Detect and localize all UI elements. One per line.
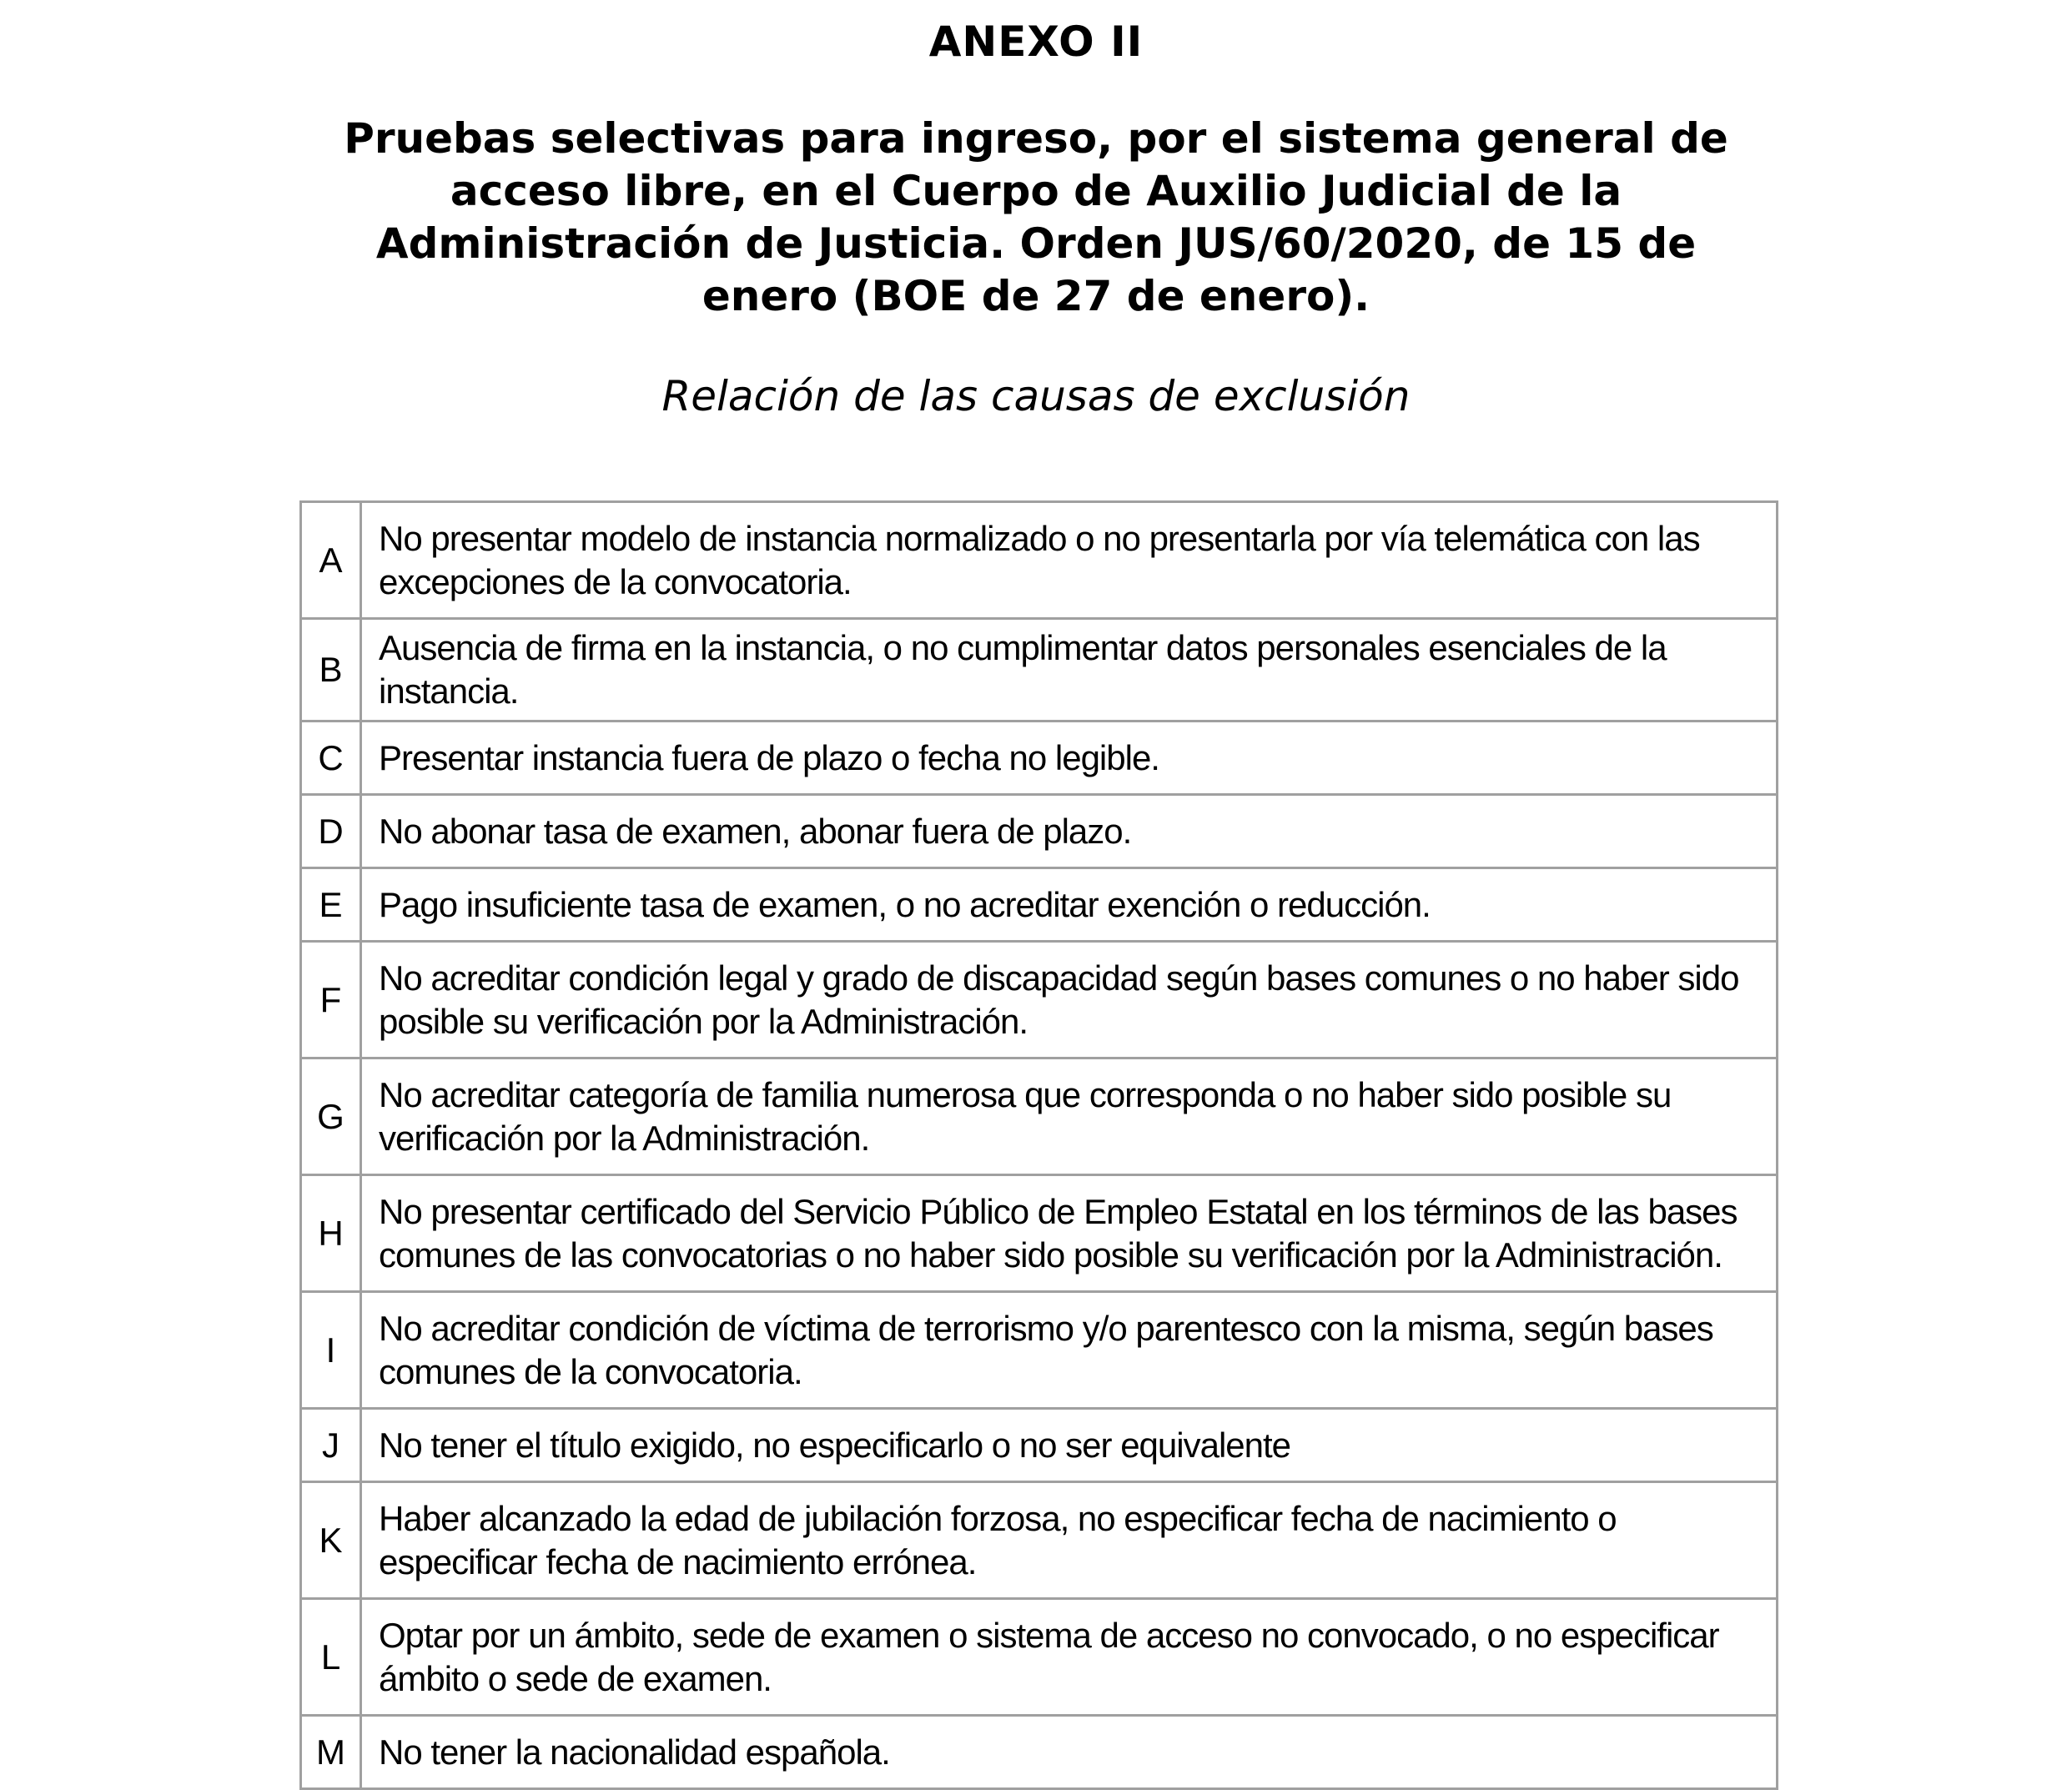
exclusion-causes-table (299, 500, 1778, 1790)
exclusion-description: Haber alcanzado la edad de jubilación forzosa, no especificar fecha de nacimiento o especificar fecha de nacimiento errónea. (361, 1482, 1778, 1599)
exclusion-description: No tener el título exigido, no especificarlo o no ser equivalente (361, 1409, 1778, 1482)
exclusion-description: Pago insuficiente tasa de examen, o no acreditar exención o reducción. (361, 868, 1778, 942)
table-row (301, 1716, 1778, 1789)
exclusion-description: No acreditar categoría de familia numerosa que corresponda o no haber sido posible su verificación por la Administración. (361, 1058, 1778, 1175)
document-subheading: Relación de las causas de exclusión (661, 372, 1411, 420)
table-row (301, 868, 1778, 942)
exclusion-code: A (301, 502, 361, 619)
exclusion-code: I (301, 1292, 361, 1409)
exclusion-code: M (301, 1716, 361, 1789)
table-row (301, 722, 1778, 795)
table-row (301, 942, 1778, 1058)
exclusion-code: F (301, 942, 361, 1058)
exclusion-code: J (301, 1409, 361, 1482)
table-row (301, 1482, 1778, 1599)
table-row (301, 502, 1778, 619)
table-row (301, 1409, 1778, 1482)
exclusion-description: No tener la nacionalidad española. (361, 1716, 1778, 1789)
exclusion-description: No presentar certificado del Servicio Público de Empleo Estatal en los términos de las bases comunes de las convocatorias o no haber sido posible su verificación por la Administración. (361, 1175, 1778, 1292)
annex-title: ANEXO II (928, 18, 1144, 66)
exclusion-code: K (301, 1482, 361, 1599)
exclusion-description: No acreditar condición legal y grado de discapacidad según bases comunes o no haber sido posible su verificación por la Administración. (361, 942, 1778, 1058)
exclusion-code: G (301, 1058, 361, 1175)
exclusion-code: C (301, 722, 361, 795)
exclusion-description: Presentar instancia fuera de plazo o fecha no legible. (361, 722, 1778, 795)
table-row (301, 1292, 1778, 1409)
exclusion-code: E (301, 868, 361, 942)
exclusion-code: D (301, 795, 361, 868)
exclusion-code: B (301, 619, 361, 722)
exclusion-description: Optar por un ámbito, sede de examen o sistema de acceso no convocado, o no especificar ámbito o sede de examen. (361, 1599, 1778, 1716)
table-row (301, 619, 1778, 722)
document-heading: Pruebas selectivas para ingreso, por el sistema general de acceso libre, en el Cuerpo de Auxilio Judicial de la Administración de Justicia. Orden JUS/60/2020, de 15 de enero (BOE de 27 de enero). (344, 114, 1728, 320)
table-row (301, 1599, 1778, 1716)
table-row (301, 795, 1778, 868)
exclusion-code: H (301, 1175, 361, 1292)
exclusion-description: No acreditar condición de víctima de terrorismo y/o parentesco con la misma, según bases comunes de la convocatoria. (361, 1292, 1778, 1409)
table-row (301, 1175, 1778, 1292)
exclusion-description: No presentar modelo de instancia normalizado o no presentarla por vía telemática con las excepciones de la convocatoria. (361, 502, 1778, 619)
exclusion-code: L (301, 1599, 361, 1716)
exclusion-description: No abonar tasa de examen, abonar fuera de plazo. (361, 795, 1778, 868)
exclusion-description: Ausencia de firma en la instancia, o no cumplimentar datos personales esenciales de la instancia. (361, 619, 1778, 722)
table-row (301, 1058, 1778, 1175)
